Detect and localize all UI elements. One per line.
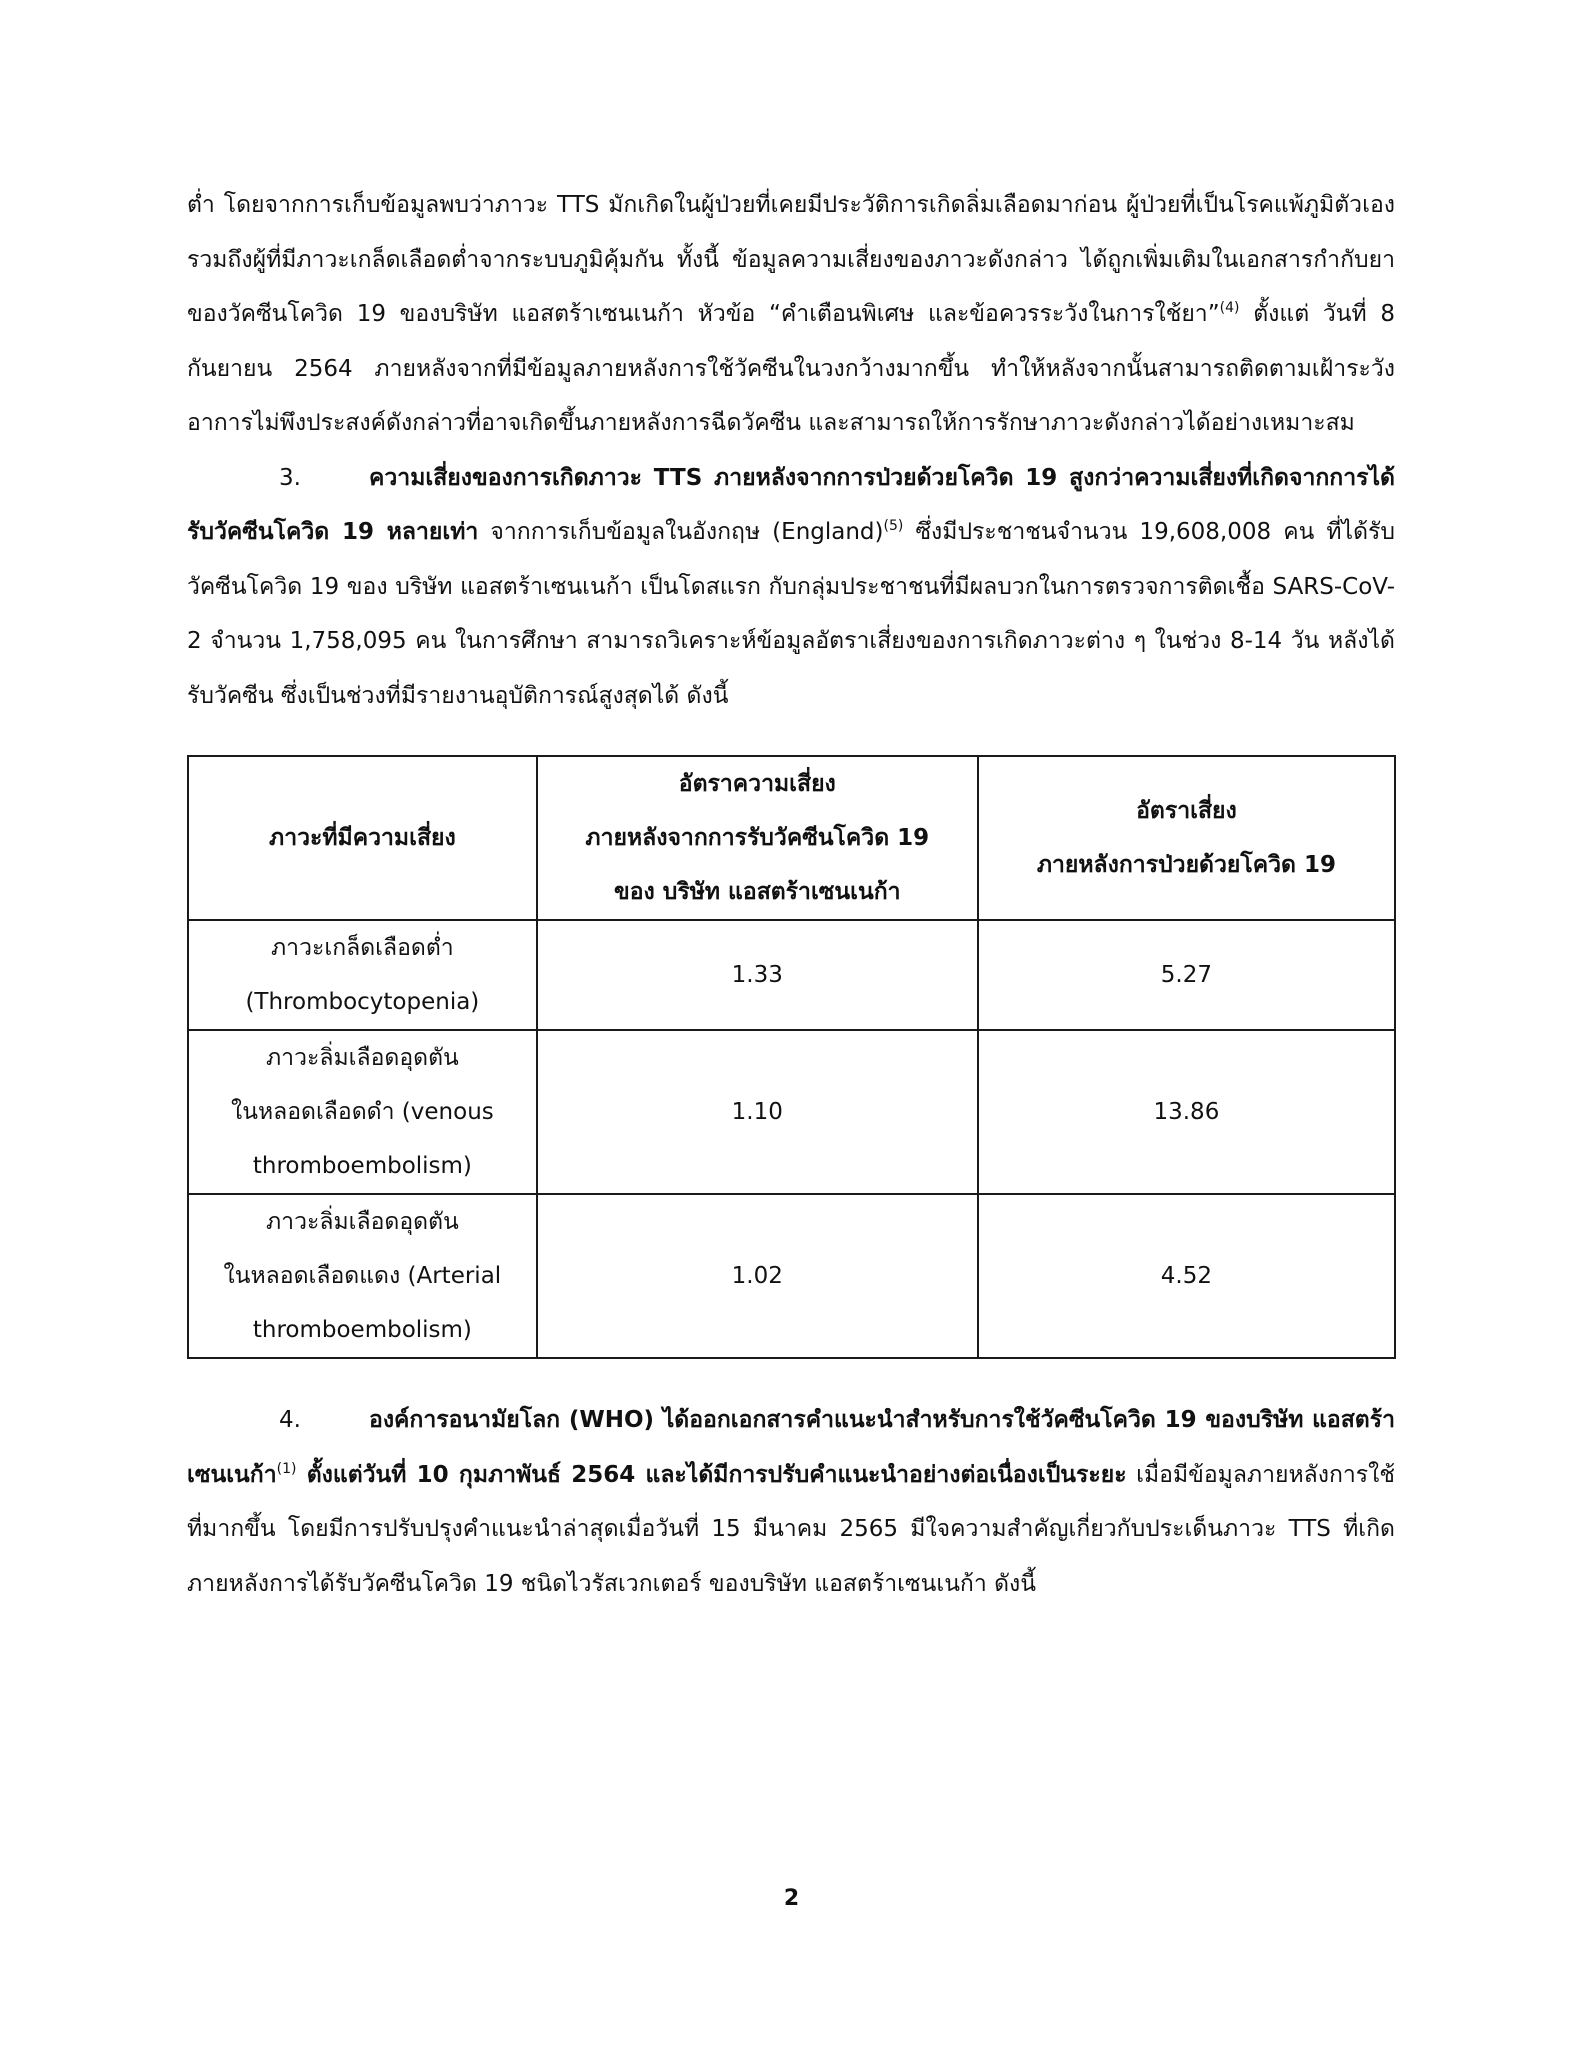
section-4-number: 4. [279, 1407, 301, 1433]
condition-cell [188, 1194, 537, 1358]
covid-rate-cell: 5.27 [978, 920, 1395, 1030]
vaccine-rate-cell: 1.33 [537, 920, 978, 1030]
section-3-text-after: ซึ่งมีประชาชนจำนวน 19,608,008 คน ที่ได้รับวัคซีนโควิด 19 ของ บริษัท แอสตร้าเซนเนก้า เป็นโดสแรก กับกลุ่มประชาชนที่มีผลบวกในการตรวจการติดเชื้อ SARS-CoV-2 จำนวน 1,758,095 คน ในการศึกษา สามารถวิเคราะห์ข้อมูลอัตราเสี่ยงของการเกิดภาวะต่าง ๆ ในช่วง 8-14 วัน หลังได้รับวัคซีน ซึ่งเป็นช่วงที่มีรายงานอุบัติการณ์สูงสุดได้ ดังนี้ [187, 519, 1396, 709]
header-vaccine-line3: ของ บริษัท แอสตร้าเซนเนก้า [614, 879, 901, 905]
header-covid-line2: ภายหลังการป่วยด้วยโควิด 19 [1036, 852, 1336, 878]
condition-line2: (Thrombocytopenia) [245, 989, 480, 1015]
reference-5: (5) [883, 518, 904, 534]
section-4-heading: องค์การอนามัยโลก (WHO) ได้ออกเอกสารคำแนะนำสำหรับการใช้วัคซีนโควิด 19 ของบริษัท แอสตร้าเซนเนก้า [187, 1407, 1395, 1488]
covid-rate-cell: 4.52 [978, 1194, 1395, 1358]
paragraph-section-4 [187, 1393, 1395, 1611]
condition-line3: thromboembolism) [252, 1317, 472, 1343]
intro-text-after: ตั้งแต่ วันที่ 8 กันยายน 2564 ภายหลังจากที่มีข้อมูลภายหลังการใช้วัคซีนในวงกว้างมากขึ้น ทำให้หลังจากนั้นสามารถติดตามเฝ้าระวังอาการไม่พึงประสงค์ดังกล่าวที่อาจเกิดขึ้นภายหลังการฉีดวัคซีน และสามารถให้การรักษาภาวะดังกล่าวได้อย่างเหมาะสม [187, 301, 1395, 436]
covid-rate-cell: 13.86 [978, 1030, 1395, 1194]
header-vaccine-rate [537, 756, 978, 920]
paragraph-section-3 [187, 451, 1395, 724]
header-vaccine-line1: อัตราความเสี่ยง [678, 771, 836, 797]
document-page [187, 178, 1395, 1611]
header-condition-label: ภาวะที่มีความเสี่ยง [269, 825, 456, 851]
condition-cell [188, 920, 537, 1030]
section-3-heading: ความเสี่ยงของการเกิดภาวะ TTS ภายหลังจากการป่วยด้วยโควิด 19 สูงกว่าความเสี่ยงที่เกิดจากการได้รับวัคซีนโควิด 19 หลายเท่า [187, 464, 1395, 545]
condition-line1: ภาวะลิ่มเลือดอุดตัน [266, 1045, 459, 1071]
section-3-number: 3. [279, 464, 301, 491]
vaccine-rate-cell: 1.02 [537, 1194, 978, 1358]
header-covid-rate [978, 756, 1395, 920]
table-row [188, 1194, 1395, 1358]
table-header-row [188, 756, 1395, 920]
condition-line1: ภาวะเกล็ดเลือดต่ำ [271, 935, 454, 961]
section-4-heading-after: ตั้งแต่วันที่ 10 กุมภาพันธ์ 2564 และได้มีการปรับคำแนะนำอย่างต่อเนื่องเป็นระยะ [296, 1461, 1127, 1488]
header-condition [188, 756, 537, 920]
condition-line3: thromboembolism) [252, 1153, 472, 1179]
risk-rate-table [187, 755, 1396, 1359]
vaccine-rate-cell: 1.10 [537, 1030, 978, 1194]
page-number: 2 [783, 1886, 800, 1911]
section-4-text-after: เมื่อมีข้อมูลภายหลังการใช้ที่มากขึ้น โดยมีการปรับปรุงคำแนะนำล่าสุดเมื่อวันที่ 15 มีนาคม 2565 มีใจความสำคัญเกี่ยวกับประเด็นภาวะ TTS ที่เกิดภายหลังการได้รับวัคซีนโควิด 19 ชนิดไวรัสเวกเตอร์ ของบริษัท แอสตร้าเซนเนก้า ดังนี้ [187, 1461, 1395, 1597]
header-vaccine-line2: ภายหลังจากการรับวัคซีนโควิด 19 [585, 825, 930, 851]
reference-1: (1) [276, 1460, 297, 1477]
table-row [188, 1030, 1395, 1194]
condition-line2: ในหลอดเลือดแดง (Arterial [223, 1263, 502, 1289]
condition-line1: ภาวะลิ่มเลือดอุดตัน [266, 1209, 459, 1235]
header-covid-line1: อัตราเสี่ยง [1136, 798, 1237, 824]
paragraph-intro [187, 178, 1395, 451]
intro-text: ต่ำ โดยจากการเก็บข้อมูลพบว่าภาวะ TTS มักเกิดในผู้ป่วยที่เคยมีประวัติการเกิดลิ่มเลือดมาก่อน ผู้ป่วยที่เป็นโรคแพ้ภูมิตัวเอง รวมถึงผู้ที่มีภาวะเกล็ดเลือดต่ำจากระบบภูมิคุ้มกัน ทั้งนี้ ข้อมูลความเสี่ยงของภาวะดังกล่าว ได้ถูกเพิ่มเติมในเอกสารกำกับยาของวัคซีนโควิด 19 ของบริษัท แอสตร้าเซนเนก้า หัวข้อ “คำเตือนพิเศษ และข้อควรระวังในการใช้ยา” [187, 192, 1395, 327]
table-row [188, 920, 1395, 1030]
section-3-text: จากการเก็บข้อมูลในอังกฤษ (England) [478, 519, 884, 545]
reference-4: (4) [1219, 300, 1240, 316]
condition-line2: ในหลอดเลือดดำ (venous [230, 1099, 494, 1125]
condition-cell [188, 1030, 537, 1194]
